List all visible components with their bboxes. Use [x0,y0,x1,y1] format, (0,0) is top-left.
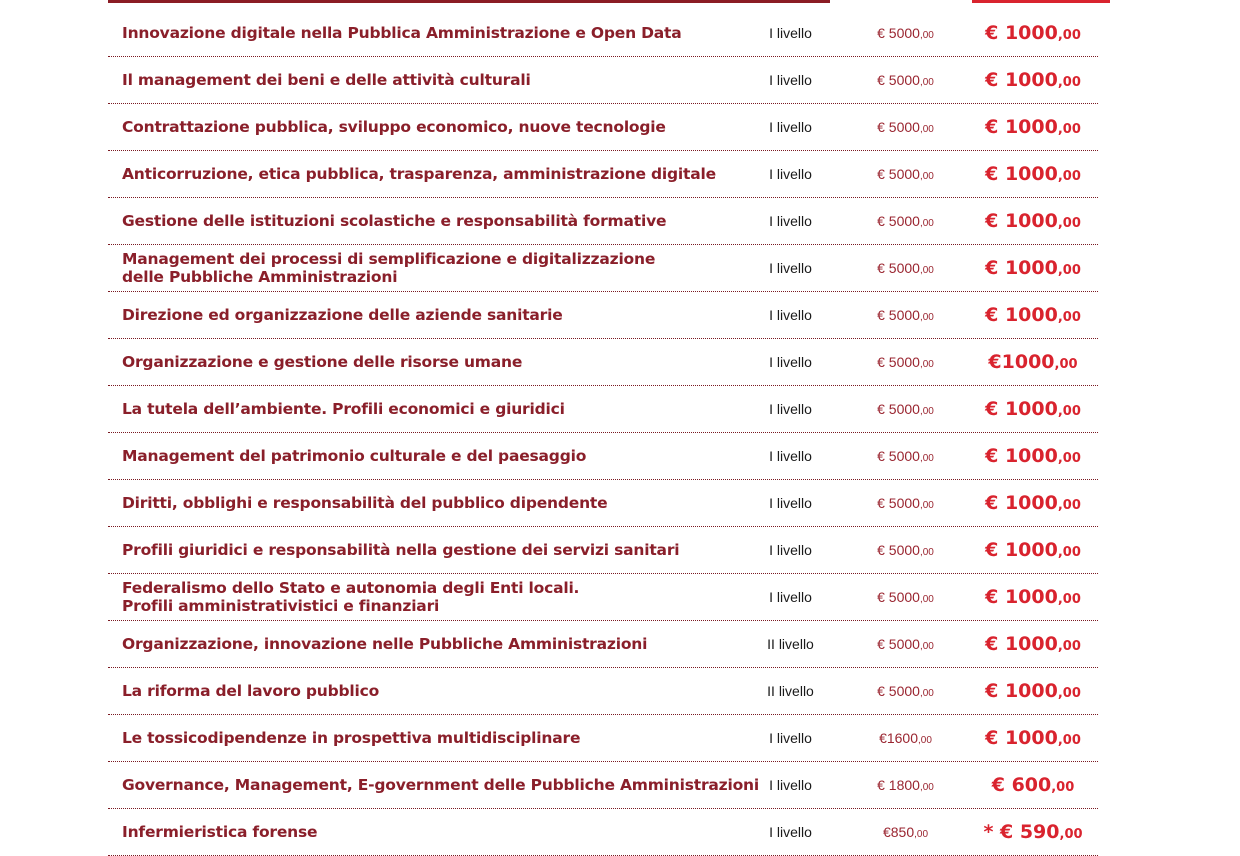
full-price-amount: € 5000 [877,260,920,276]
full-price [853,824,958,840]
full-price-amount: € 1800 [877,777,920,793]
discounted-price-amount: € 1000 [985,398,1058,420]
discounted-price [968,774,1098,796]
discounted-price [968,69,1098,91]
top-divider-left [108,0,830,3]
full-price-amount: € 5000 [877,448,920,464]
discounted-price-cents: ,00 [1057,169,1081,184]
course-title: Organizzazione, innovazione nelle Pubbliche Amministrazioni [122,635,648,653]
full-price-cents: ,00 [919,688,934,699]
discounted-price-cents: ,00 [1057,686,1081,701]
full-price [853,354,958,370]
discounted-price-cents: ,00 [1057,639,1081,654]
discounted-price-amount: € 1000 [985,586,1058,608]
full-price-amount: € 5000 [877,166,920,182]
table-row [108,292,1098,339]
discounted-price-amount: * € 590 [983,821,1060,843]
full-price-cents: ,00 [919,641,934,652]
full-price-amount: € 5000 [877,25,920,41]
discounted-price-cents: ,00 [1057,592,1081,607]
discounted-price [968,116,1098,138]
full-price-amount: € 5000 [877,213,920,229]
discounted-price [968,398,1098,420]
full-price-cents: ,00 [919,265,934,276]
course-level: I livello [769,25,812,41]
course-level: I livello [769,542,812,558]
discounted-price-amount: € 1000 [985,539,1058,561]
discounted-price [968,163,1098,185]
discounted-price-cents: ,00 [1054,357,1078,372]
full-price-cents: ,00 [914,829,929,840]
course-level: I livello [769,119,812,135]
table-row [108,762,1098,809]
full-price [853,401,958,417]
course-title: Federalismo dello Stato e autonomia degli Enti locali. Profili amministrativistici e finanziari [122,579,580,615]
table-row [108,433,1098,480]
full-price [853,213,958,229]
discounted-price-amount: € 1000 [985,257,1058,279]
full-price-amount: € 5000 [877,589,920,605]
full-price-amount: € 5000 [877,72,920,88]
course-title: Anticorruzione, etica pubblica, trasparenza, amministrazione digitale [122,165,716,183]
full-price [853,119,958,135]
discounted-price [968,680,1098,702]
discounted-price [968,445,1098,467]
table-row [108,10,1098,57]
course-level: II livello [767,683,814,699]
discounted-price-amount: € 1000 [985,210,1058,232]
discounted-price-cents: ,00 [1057,216,1081,231]
course-level: II livello [767,636,814,652]
full-price [853,730,958,746]
top-divider-right [972,0,1110,3]
course-title: Profili giuridici e responsabilità nella gestione dei servizi sanitari [122,541,680,559]
discounted-price-cents: ,00 [1057,263,1081,278]
discounted-price-amount: € 600 [991,774,1052,796]
course-title: Direzione ed organizzazione delle aziende sanitarie [122,306,563,324]
course-title: Il management dei beni e delle attività culturali [122,71,531,89]
table-row [108,198,1098,245]
course-level: I livello [769,260,812,276]
full-price-amount: € 5000 [877,119,920,135]
discounted-price-amount: € 1000 [985,116,1058,138]
course-level: I livello [769,495,812,511]
course-title: Contrattazione pubblica, sviluppo economico, nuove tecnologie [122,118,666,136]
discounted-price-amount: € 1000 [985,163,1058,185]
discounted-price-cents: ,00 [1057,733,1081,748]
discounted-price-amount: € 1000 [985,492,1058,514]
table-row [108,386,1098,433]
discounted-price-cents: ,00 [1057,75,1081,90]
course-level: I livello [769,589,812,605]
discounted-price-amount: € 1000 [985,22,1058,44]
discounted-price [968,257,1098,279]
discounted-price-amount: €1000 [988,351,1055,373]
course-level: I livello [769,213,812,229]
course-title: Infermieristica forense [122,823,318,841]
discounted-price-cents: ,00 [1057,498,1081,513]
full-price-amount: €850 [882,824,915,840]
course-title: La riforma del lavoro pubblico [122,682,380,700]
full-price-cents: ,00 [919,406,934,417]
course-title: La tutela dell’ambiente. Profili economici e giuridici [122,400,565,418]
course-level: I livello [769,824,812,840]
course-level: I livello [769,354,812,370]
discounted-price [968,351,1098,373]
full-price [853,542,958,558]
full-price-amount: € 5000 [877,354,920,370]
table-row [108,809,1098,856]
discounted-price [968,304,1098,326]
discounted-price-cents: ,00 [1057,122,1081,137]
discounted-price-cents: ,00 [1057,404,1081,419]
master-price-table [108,10,1098,856]
course-title: Organizzazione e gestione delle risorse umane [122,353,523,371]
discounted-price-cents: ,00 [1057,28,1081,43]
full-price [853,72,958,88]
full-price [853,683,958,699]
course-level: I livello [769,72,812,88]
course-title: Governance, Management, E-government delle Pubbliche Amministrazioni [122,776,759,794]
full-price-amount: € 5000 [877,307,920,323]
discounted-price-cents: ,00 [1059,827,1083,842]
discounted-price-amount: € 1000 [985,727,1058,749]
table-row [108,715,1098,762]
full-price-amount: € 5000 [877,401,920,417]
table-row [108,527,1098,574]
full-price [853,495,958,511]
table-row [108,668,1098,715]
course-level: I livello [769,401,812,417]
full-price-amount: € 5000 [877,636,920,652]
discounted-price-cents: ,00 [1057,310,1081,325]
full-price [853,777,958,793]
discounted-price-cents: ,00 [1057,545,1081,560]
full-price [853,307,958,323]
full-price [853,166,958,182]
full-price-cents: ,00 [919,782,934,793]
full-price [853,448,958,464]
discounted-price-cents: ,00 [1057,451,1081,466]
discounted-price-amount: € 1000 [985,69,1058,91]
discounted-price-amount: € 1000 [985,445,1058,467]
full-price-cents: ,00 [919,30,934,41]
table-row [108,151,1098,198]
discounted-price [968,821,1098,843]
course-level: I livello [769,777,812,793]
full-price-cents: ,00 [918,735,932,746]
full-price-cents: ,00 [919,594,934,605]
full-price-amount: € 5000 [877,683,920,699]
full-price [853,260,958,276]
full-price-cents: ,00 [919,77,934,88]
course-title: Diritti, obblighi e responsabilità del pubblico dipendente [122,494,608,512]
course-level: I livello [769,448,812,464]
discounted-price [968,539,1098,561]
full-price-cents: ,00 [919,218,934,229]
full-price-cents: ,00 [919,500,934,511]
discounted-price [968,727,1098,749]
discounted-price-amount: € 1000 [985,304,1058,326]
table-row [108,245,1098,292]
full-price-cents: ,00 [919,453,934,464]
full-price-amount: € 5000 [877,542,920,558]
full-price [853,25,958,41]
full-price-amount: € 5000 [877,495,920,511]
discounted-price-cents: ,00 [1051,780,1075,795]
full-price-cents: ,00 [919,171,934,182]
full-price-amount: €1600 [879,730,919,746]
course-level: I livello [769,307,812,323]
discounted-price [968,210,1098,232]
full-price-cents: ,00 [919,312,934,323]
course-level: I livello [769,166,812,182]
discounted-price [968,586,1098,608]
table-row [108,104,1098,151]
discounted-price [968,22,1098,44]
course-title: Management del patrimonio culturale e del paesaggio [122,447,587,465]
table-row [108,621,1098,668]
table-row [108,339,1098,386]
discounted-price [968,492,1098,514]
full-price-cents: ,00 [919,359,934,370]
full-price [853,636,958,652]
table-row [108,480,1098,527]
full-price-cents: ,00 [919,547,934,558]
table-row [108,57,1098,104]
discounted-price-amount: € 1000 [985,680,1058,702]
course-title: Gestione delle istituzioni scolastiche e responsabilità formative [122,212,667,230]
course-title: Management dei processi di semplificazione e digitalizzazione delle Pubbliche Amministrazioni [122,250,656,286]
full-price [853,589,958,605]
table-row [108,574,1098,621]
discounted-price-amount: € 1000 [985,633,1058,655]
course-level: I livello [769,730,812,746]
course-title: Le tossicodipendenze in prospettiva multidisciplinare [122,729,581,747]
full-price-cents: ,00 [919,124,934,135]
course-title: Innovazione digitale nella Pubblica Amministrazione e Open Data [122,24,682,42]
discounted-price [968,633,1098,655]
